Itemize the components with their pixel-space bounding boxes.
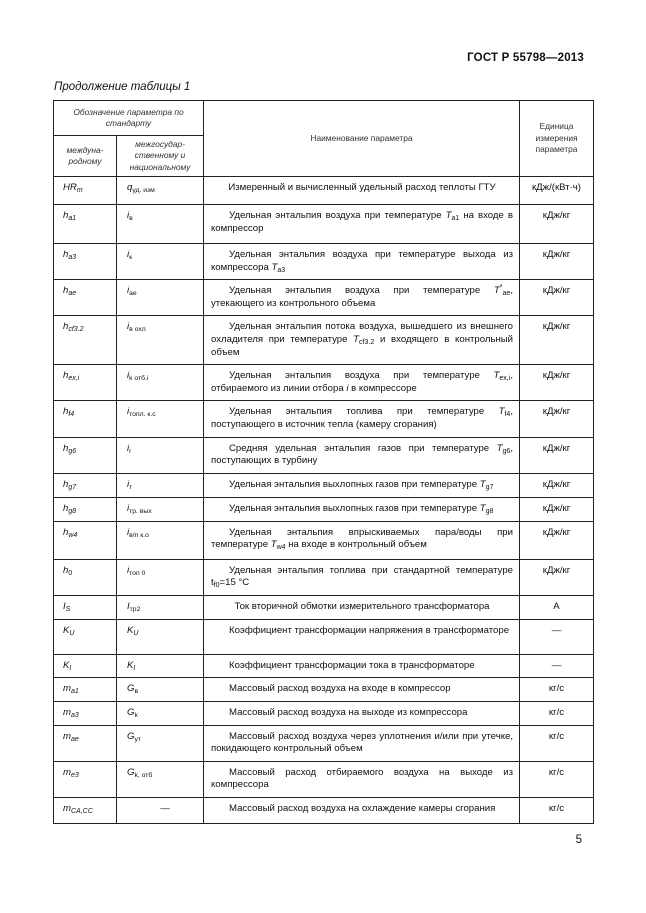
parameter-unit: — [520, 619, 594, 654]
intl-symbol: m [63, 803, 71, 815]
parameter-unit: кг/с [520, 761, 594, 797]
parameter-unit: кДж/кг [520, 280, 594, 316]
parameter-name: Удельная энтальпия потока воздуха, вышедшего из внешнего охладителя при температуре $T_{cf3.2}$ и входящего в контрольный объем [204, 316, 520, 365]
parameter-name: Удельная энтальпия воздуха при температуре выхода из компрессора $T_{a3}$ [204, 244, 520, 280]
parameter-name: Массовый расход отбираемого воздуха на выходе из компрессора [204, 761, 520, 797]
parameter-unit: кг/с [520, 678, 594, 702]
table-row: $m_{a3}$ $G_k$ Массовый расход воздуха на выходе из компрессора кг/с [54, 701, 594, 725]
table-row: $m_{a1}$ $G_в$ Массовый расход воздуха на входе в компрессор кг/с [54, 678, 594, 702]
table-row: $h_{a1}$ $i_в$ Удельная энтальпия воздуха при температуре $T_{a1}$ на входе в компрессор кДж/кг [54, 205, 594, 244]
national-symbol: G [127, 706, 135, 718]
parameter-unit: кДж/кг [520, 473, 594, 497]
intl-symbol: K [63, 659, 70, 671]
parameter-name: Измеренный и вычисленный удельный расход теплоты ГТУ [204, 177, 520, 205]
intl-symbol: h [63, 285, 69, 297]
page-number: 5 [575, 834, 582, 846]
intl-symbol: h [63, 526, 69, 538]
national-symbol: G [127, 730, 135, 742]
national-symbol: q [127, 182, 133, 193]
parameter-unit: кг/с [520, 798, 594, 824]
national-symbol: i [127, 285, 130, 297]
national-symbol: K [127, 624, 134, 636]
standard-header: ГОСТ Р 55798—2013 [467, 52, 584, 64]
national-symbol: G [127, 766, 135, 778]
national-symbol: i [127, 564, 130, 576]
parameter-unit: кДж/кг [520, 437, 594, 473]
table-row: $h_{w4}$ $i_{в/п к.о}$ Удельная энтальпия впрыскиваемых пара/воды при температуре $T_{w4}$ на входе в контрольный объем кДж/кг [54, 521, 594, 559]
table-row: $h_{a3}$ $i_к$ Удельная энтальпия воздуха при температуре выхода из компрессора $T_{a3}$ кДж/кг [54, 244, 594, 280]
parameter-unit: кг/с [520, 701, 594, 725]
parameter-unit: кг/с [520, 725, 594, 761]
parameter-unit: кДж/кг [520, 365, 594, 401]
table-row: $m_{CA,CC}$ — Массовый расход воздуха на охлаждение камеры сгорания кг/с [54, 798, 594, 824]
national-symbol: i [127, 321, 130, 333]
intl-symbol: m [63, 683, 71, 695]
table-row: $h_0$ $i_{топ 0}$ Удельная энтальпия топлива при стандартной температуре $t_{f0}=15$ °C кДж/кг [54, 559, 594, 595]
parameter-name: Массовый расход воздуха через уплотнения и/или при утечке, покидающего контрольный объем [204, 725, 520, 761]
intl-symbol: K [63, 624, 70, 636]
national-symbol: G [127, 683, 135, 695]
national-symbol: I [127, 600, 130, 612]
table-row: $h_{f4}$ $i_{топл. к.с}$ Удельная энтальпия топлива при температуре $T_{f4}$, поступающего в источник тепла (камеру сгорания) кДж/кг [54, 401, 594, 437]
intl-symbol: h [63, 249, 69, 260]
table-row: $h_{g6}$ $i_г$ Средняя удельная энтальпия газов при температуре $T_{g6}$, поступающих в турбину кДж/кг [54, 437, 594, 473]
intl-symbol: h [63, 370, 69, 382]
table-row: $m_{ae}$ $G_{ут}$ Массовый расход воздуха через уплотнения и/или при утечке, покидающего контрольный объем кг/с [54, 725, 594, 761]
table-row: $h_{ex,i}$ $i_{k отб.i}$ Удельная энтальпия воздуха при температуре $T_{ex,i}$, отбираемого из линии отбора i в компрессоре кДж/кг [54, 365, 594, 401]
national-symbol: i [127, 249, 130, 260]
parameter-unit: кДж/(кВт·ч) [520, 177, 594, 205]
intl-symbol: h [63, 564, 69, 576]
table-row: $h_{cf3.2}$ $i_{в охл}$ Удельная энтальпия потока воздуха, вышедшего из внешнего охладителя при температуре $T_{cf3.2}$ и входящего в контрольный объем кДж/кг [54, 316, 594, 365]
name-column-header: Наименование параметра [204, 101, 520, 177]
table-row: $I_S$ $I_{тр2}$ Ток вторичной обмотки измерительного трансформатора А [54, 595, 594, 619]
parameter-name: Удельная энтальпия воздуха при температуре $T_{ex,i}$, отбираемого из линии отбора i в компрессоре [204, 365, 520, 401]
parameter-unit: кДж/кг [520, 401, 594, 437]
intl-symbol: h [63, 321, 69, 333]
national-symbol: i [127, 370, 130, 382]
parameter-unit: — [520, 654, 594, 678]
parameter-name: Коэффициент трансформации напряжения в трансформаторе [204, 619, 520, 654]
national-symbol: i [127, 526, 130, 538]
parameter-unit: кДж/кг [520, 316, 594, 365]
table-continuation-caption: Продолжение таблицы 1 [54, 81, 191, 93]
national-symbol: i [127, 406, 130, 418]
national-symbol: i [127, 478, 130, 490]
unit-column-header: Единица измерения параметра [520, 101, 594, 177]
parameter-name: Ток вторичной обмотки измерительного трансформатора [204, 595, 520, 619]
intl-symbol: HR [63, 182, 77, 193]
intl-symbol: m [63, 766, 71, 778]
intl-symbol: m [63, 730, 71, 742]
parameter-name: Массовый расход воздуха на входе в компрессор [204, 678, 520, 702]
table-row: $h_{ae}$ $i_{ае}$ Удельная энтальпия воздуха при температуре $T^*_{ae}$, утекающего из контрольного объема кДж/кг [54, 280, 594, 316]
table-row: $h_{g7}$ $i_т$ Удельная энтальпия выхлопных газов при температуре $T_{g7}$ кДж/кг [54, 473, 594, 497]
parameter-name: Удельная энтальпия воздуха при температуре $T_{a1}$ на входе в компрессор [204, 205, 520, 244]
parameter-unit: А [520, 595, 594, 619]
national-symbol: i [127, 502, 130, 514]
table-row: $K_I$ $K_I$ Коэффициент трансформации тока в трансформаторе — [54, 654, 594, 678]
intl-symbol: m [63, 706, 71, 718]
intl-symbol: h [63, 442, 69, 454]
parameter-unit: кДж/кг [520, 521, 594, 559]
parameter-name: Удельная энтальпия выхлопных газов при температуре $T_{g7}$ [204, 473, 520, 497]
parameter-unit: кДж/кг [520, 559, 594, 595]
national-symbol: K [127, 659, 134, 671]
designation-group-header: Обозначение параметра по стандарту [54, 101, 204, 136]
parameter-name: Удельная энтальпия воздуха при температуре $T^*_{ae}$, утекающего из контрольного объема [204, 280, 520, 316]
table-row: $K_U$ $K_U$ Коэффициент трансформации напряжения в трансформаторе — [54, 619, 594, 654]
intl-symbol: I [63, 600, 66, 612]
parameter-name: Коэффициент трансформации тока в трансформаторе [204, 654, 520, 678]
parameter-unit: кДж/кг [520, 244, 594, 280]
parameter-name: Массовый расход воздуха на выходе из компрессора [204, 701, 520, 725]
national-column-header: межгосудар-ственному и национальному [117, 136, 204, 177]
table-row: $m_{e3}$ $G_{k, отб}$ Массовый расход отбираемого воздуха на выходе из компрессора кг/с [54, 761, 594, 797]
national-symbol: i [127, 442, 130, 454]
parameter-name: Удельная энтальпия впрыскиваемых пара/воды при температуре $T_{w4}$ на входе в контрольный объем [204, 521, 520, 559]
parameter-name: Удельная энтальпия топлива при температуре $T_{f4}$, поступающего в источник тепла (камеру сгорания) [204, 401, 520, 437]
intl-symbol: h [63, 502, 69, 514]
parameter-name: Удельная энтальпия выхлопных газов при температуре $T_{g8}$ [204, 497, 520, 521]
parameter-name: Средняя удельная энтальпия газов при температуре $T_{g6}$, поступающих в турбину [204, 437, 520, 473]
intl-column-header: междуна-родному [54, 136, 117, 177]
national-symbol: i [127, 210, 130, 221]
intl-symbol: h [63, 478, 69, 490]
parameter-name: Удельная энтальпия топлива при стандартной температуре $t_{f0}=15$ °C [204, 559, 520, 595]
parameter-unit: кДж/кг [520, 497, 594, 521]
parameter-unit: кДж/кг [520, 205, 594, 244]
intl-symbol: h [63, 210, 69, 221]
table-row: $h_{g8}$ $i_{тр. вых}$ Удельная энтальпия выхлопных газов при температуре $T_{g8}$ кДж/кг [54, 497, 594, 521]
intl-symbol: h [63, 406, 69, 418]
table-row: $HR_m$ $q_{уд. изм}$ Измеренный и вычисленный удельный расход теплоты ГТУ кДж/(кВт·ч) [54, 177, 594, 205]
parameters-table [53, 100, 594, 824]
parameter-name: Массовый расход воздуха на охлаждение камеры сгорания [204, 798, 520, 824]
national-symbol: — [117, 798, 204, 824]
